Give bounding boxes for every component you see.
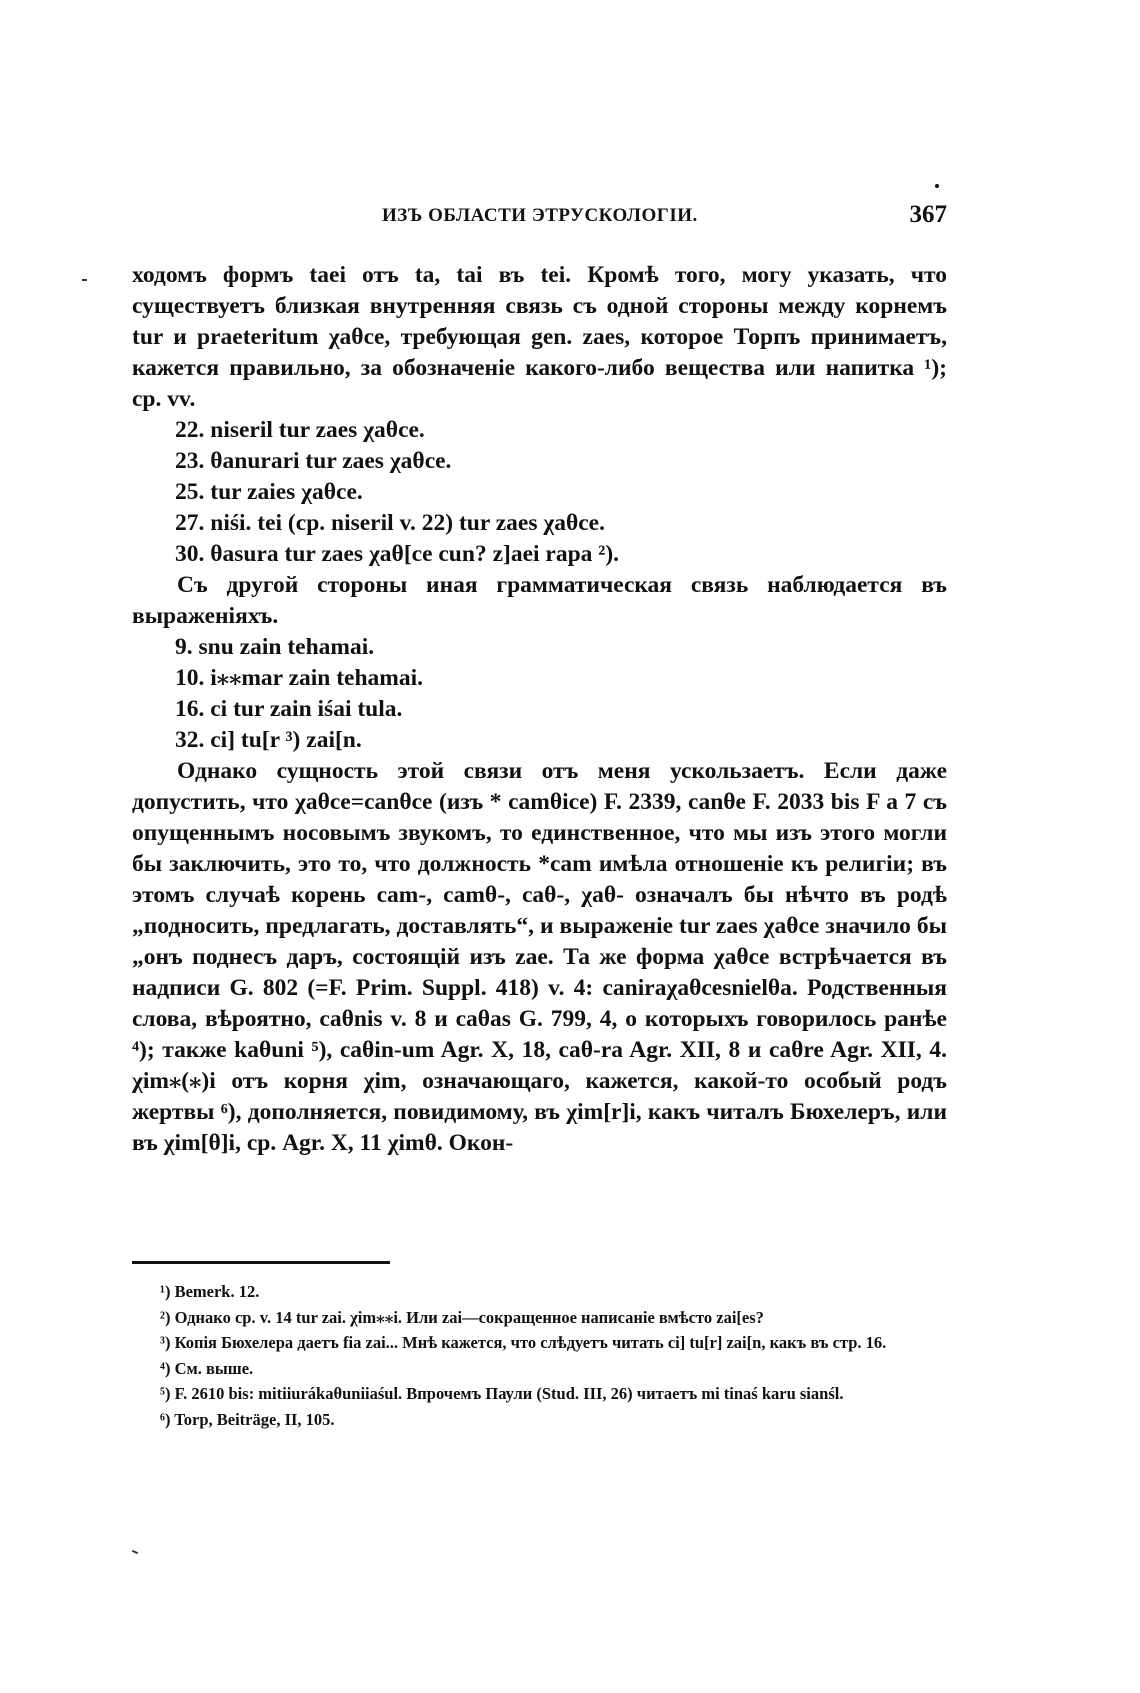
inscription-line: 22. niseril tur zaes χaθce. — [175, 417, 425, 443]
footnote: ³) Копія Бюхелера даетъ fia zai... Мнѣ кажется, что слѣдуетъ читать ci] tu[r] zai[n, какъ въ стр. 16. — [160, 1333, 887, 1352]
footnote: ⁴) См. выше. — [160, 1358, 254, 1378]
footnote: ²) Однако ср. v. 14 tur zai. χim⁎⁎i. Или zai—сокращенное написаніе вмѣсто zai[es? — [160, 1307, 764, 1327]
print-speck — [132, 1550, 138, 1554]
inscription-line: 10. i⁎⁎mar zain tehamai. — [175, 665, 424, 691]
intro-paragraph: ходомъ формъ taei отъ ta, tai въ tei. Кромѣ того, могу указать, что существуетъ близкая внутренняя связь съ одной стороны между корнемъ tur и praeteritum χaθce, требующая gen. zaes, которое Торпъ принимаетъ, кажется правильно, за обозначеніе какого-либо вещества или напитка ¹); ср. vv. — [132, 262, 947, 412]
main-text — [132, 260, 947, 1159]
print-speck — [935, 184, 939, 188]
footnote: ⁶) Torp, Beiträge, II, 105. — [160, 1409, 335, 1429]
inscription-line: 32. ci] tu[r ³) zai[n. — [175, 727, 362, 753]
inscription-line: 27. niśi. tei (cp. niseril v. 22) tur zaes χaθce. — [175, 510, 605, 536]
final-paragraph: Однако сущность этой связи отъ меня ускользаетъ. Если даже допустить, что χaθce=canθce (изъ * camθice) F. 2339, canθe F. 2033 bis F a 7 съ опущеннымъ носовымъ звукомъ, то единственное, что мы изъ этого могли бы заключить, это то, что должность *cam имѣла отношеніе къ религіи; въ этомъ случаѣ корень cam-, camθ-, caθ-, χaθ- означалъ бы нѣчто въ родѣ „подносить, предлагать, доставлять“, и выраженіе tur zaes χaθce значило бы „онъ поднесъ даръ, состоящій изъ zae. Та же форма χaθce встрѣчается въ надписи G. 802 (=F. Prim. Suppl. 418) v. 4: caniraχaθcesnielθa. Родственныя слова, вѣроятно, caθnis v. 8 и caθas G. 799, 4, о которыхъ говорилось ранѣе ⁴); также kaθuni ⁵), caθin-um Agr. X, 18, caθ-ra Agr. XII, 8 и caθre Agr. XII, 4. χim⁎(⁎)i отъ корня χim, означающаго, кажется, какой-то особый родъ жертвы ⁶), дополняется, повидимому, въ χim[r]i, какъ читалъ Бюхелеръ, или въ χim[θ]i, ср. Agr. X, 11 χimθ. Окон- — [132, 758, 947, 1156]
print-speck — [82, 279, 87, 281]
inscription-line: 25. tur zaies χaθce. — [175, 479, 363, 505]
inscription-line: 9. snu zain tehamai. — [175, 634, 375, 660]
footnotes — [132, 1279, 947, 1432]
middle-paragraph: Съ другой стороны иная грамматическая связь наблюдается въ выраженіяхъ. — [132, 572, 947, 629]
page-number: 367 — [909, 201, 947, 228]
footnote: ⁵) F. 2610 bis: mitiiurákaθuniiaśul. Впрочемъ Паули (Stud. III, 26) читаетъ mi tinaś karu sianśl. — [160, 1384, 844, 1403]
running-title: ИЗЪ ОБЛАСТИ ЭТРУСКОЛОГІИ. — [382, 205, 698, 226]
footnote-divider — [132, 1261, 390, 1264]
page-header — [132, 201, 947, 237]
inscription-line: 23. θanurari tur zaes χaθce. — [175, 448, 452, 474]
inscription-line: 16. ci tur zain iśai tula. — [175, 696, 403, 722]
footnote: ¹) Bemerk. 12. — [160, 1282, 260, 1301]
inscription-line: 30. θasura tur zaes χaθ[ce cun? z]aei rapa ²). — [175, 541, 620, 567]
